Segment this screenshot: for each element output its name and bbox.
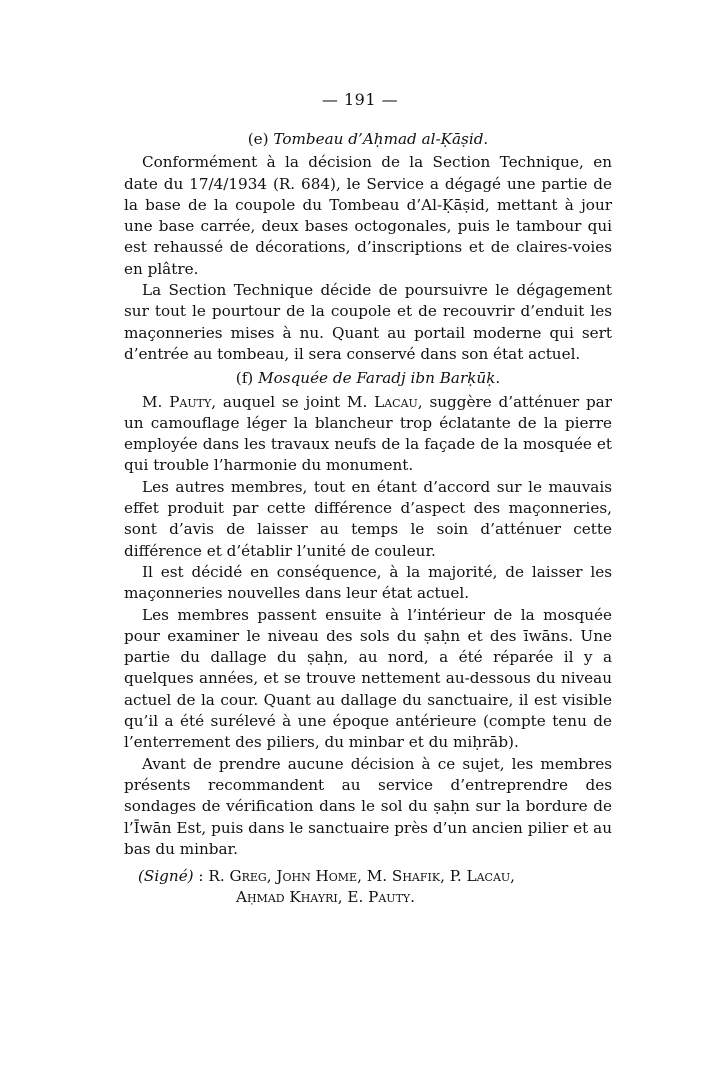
section-f-label: (f) — [235, 369, 254, 388]
paragraph-text: suggère d’atténuer par un camouflage léger la blancheur trop éclatante de la pierre employée dans les travaux neufs de la façade de la mosquée et qui trouble l’harmonie du monument. — [124, 392, 612, 475]
name-lacau: M. Lacau, — [346, 392, 423, 411]
section-e-heading — [124, 129, 612, 150]
text-column — [124, 126, 612, 909]
section-e-title: Tombeau d’Aḥmad al-Ḳāṣid. — [273, 130, 489, 148]
paragraph: Les membres passent ensuite à l’intérieur de la mosquée pour examiner le niveau des sols du ṣaḥn et des īwāns. Une partie du dallage du ṣaḥn, au nord, a été réparée il y a quelques années, et se trouve nettement au-dessous du niveau actuel de la cour. Quant au dallage du sanctuaire, il est visible qu’il a été surélevé à une époque antérieure (compte tenu de l’enterrement des piliers, du minbar et du miḥrāb). — [124, 605, 612, 752]
signatories-line1: R. Greg, John Home, M. Shafik, P. Lacau, — [208, 867, 516, 886]
paragraph: La Section Technique décide de poursuivre le dégagement sur tout le pourtour de la coupole et de recouvrir d’enduit les maçonneries mises à nu. Quant au portail moderne qui sert d’entrée au tombeau, il sera conservé dans son état actuel. — [124, 281, 612, 363]
signature-label: (Signé) — [138, 867, 194, 886]
paragraph — [124, 392, 612, 477]
section-f-heading — [124, 368, 612, 389]
section-f-title: Mosquée de Faradj ibn Barḳūḳ. — [258, 369, 501, 388]
page-number: — 191 — — [321, 90, 399, 109]
paragraph: Avant de prendre aucune décision à ce sujet, les membres présents recommandent au service d’entreprendre des sondages de vérification dans le sol du ṣaḥn sur la bordure de l’Īwān Est, puis dans le sanctuaire près d’un ancien pilier et au bas du minbar. — [124, 754, 612, 858]
section-e-label: (e) — [247, 130, 269, 148]
paragraph: Conformément à la décision de la Section Technique, en date du 17/4/1934 (R. 684), le Service a dégagé une partie de la base de la coupole du Tombeau d’Al-Ḳāṣid, mettant à jour une base carrée, deux bases octogonales, puis le tambour qui est rehaussé de décorations, d’inscriptions et de claires-voies en plâtre. — [124, 153, 612, 278]
paragraph: Les autres membres, tout en étant d’accord sur le mauvais effet produit par cette différence d’aspect des maçonneries, sont d’avis de laisser au temps le soin d’atténuer cette différence et d’établir l’unité de couleur. — [124, 477, 612, 560]
paragraph: Il est décidé en conséquence, à la majorité, de laisser les maçonneries nouvelles dans leur état actuel. — [124, 562, 612, 603]
signature-sep: : — [193, 867, 209, 886]
signature-line — [124, 866, 612, 887]
paragraph-text: auquel se joint — [216, 392, 347, 411]
signatories-line2: Aḥmad Khayri, E. Pauty. — [236, 888, 415, 907]
name-pauty: M. Pauty, — [142, 392, 217, 411]
